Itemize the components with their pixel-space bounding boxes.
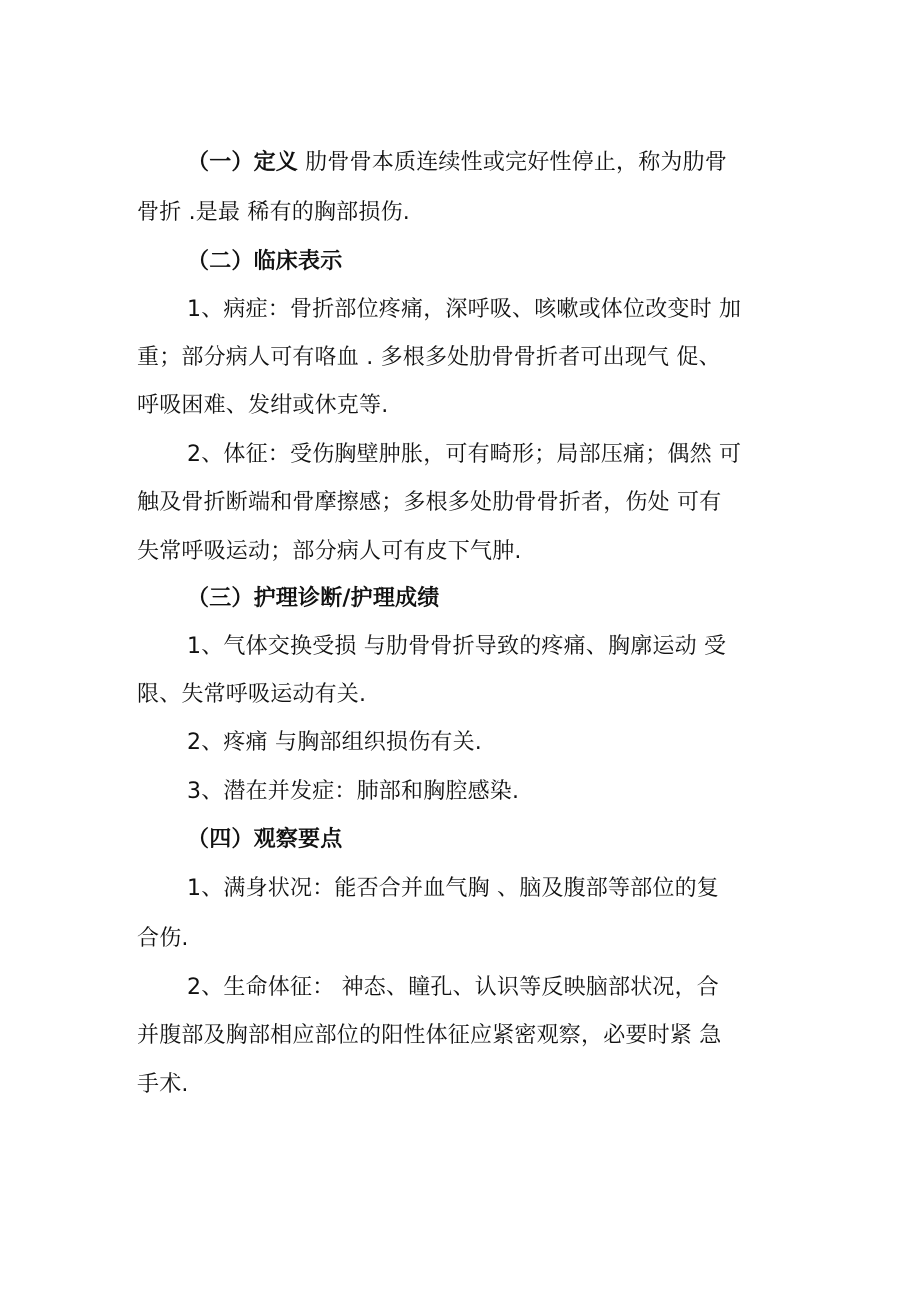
diagnosis-3: 3、潜在并发症：肺部和胸腔感染. xyxy=(187,779,520,804)
section-1-heading: （一）定义 xyxy=(187,150,299,175)
symptom-line-3: 呼吸困难、发绀或休克等. xyxy=(137,393,389,418)
symptom-line-2: 重；部分病人可有咯血 . 多根多处肋骨骨折者可出现气 促、 xyxy=(137,345,721,370)
section-2-heading: （二）临床表示 xyxy=(187,249,343,274)
definition-paragraph-line-2: 骨折 .是最 稀有的胸部损伤. xyxy=(137,200,410,225)
observation-2-line-1: 2、生命体征： 神态、瞳孔、认识等反映脑部状况，合 xyxy=(187,975,719,1000)
sign-line-3: 失常呼吸运动；部分病人可有皮下气肿. xyxy=(137,539,522,564)
sign-line-1: 2、体征：受伤胸壁肿胀，可有畸形；局部压痛；偶然 可 xyxy=(187,442,742,467)
definition-paragraph-line-1 xyxy=(187,148,833,178)
diagnosis-2: 2、疼痛 与胸部组织损伤有关. xyxy=(187,730,482,755)
symptom-line-1: 1、病症：骨折部位疼痛，深呼吸、咳嗽或体位改变时 加 xyxy=(187,297,742,322)
section-4-heading: （四）观察要点 xyxy=(187,827,343,852)
diagnosis-1-line-1: 1、气体交换受损 与肋骨骨折导致的疼痛、胸廓运动 受 xyxy=(187,634,727,659)
observation-2-line-3: 手术. xyxy=(137,1072,189,1097)
definition-text: 肋骨骨本质连续性或完好性停止，称为肋骨 xyxy=(305,150,728,175)
section-3-heading: （三）护理诊断/护理成绩 xyxy=(187,586,440,611)
diagnosis-1-line-2: 限、失常呼吸运动有关. xyxy=(137,682,367,707)
sign-line-2: 触及骨折断端和骨摩擦感；多根多处肋骨骨折者，伤处 可有 xyxy=(137,490,722,515)
observation-1-line-1: 1、满身状况：能否合并血气胸 、脑及腹部等部位的复 xyxy=(187,876,719,901)
observation-2-line-2: 并腹部及胸部相应部位的阳性体征应紧密观察，必要时紧 急 xyxy=(137,1023,722,1048)
observation-1-line-2: 合伤. xyxy=(137,926,189,951)
